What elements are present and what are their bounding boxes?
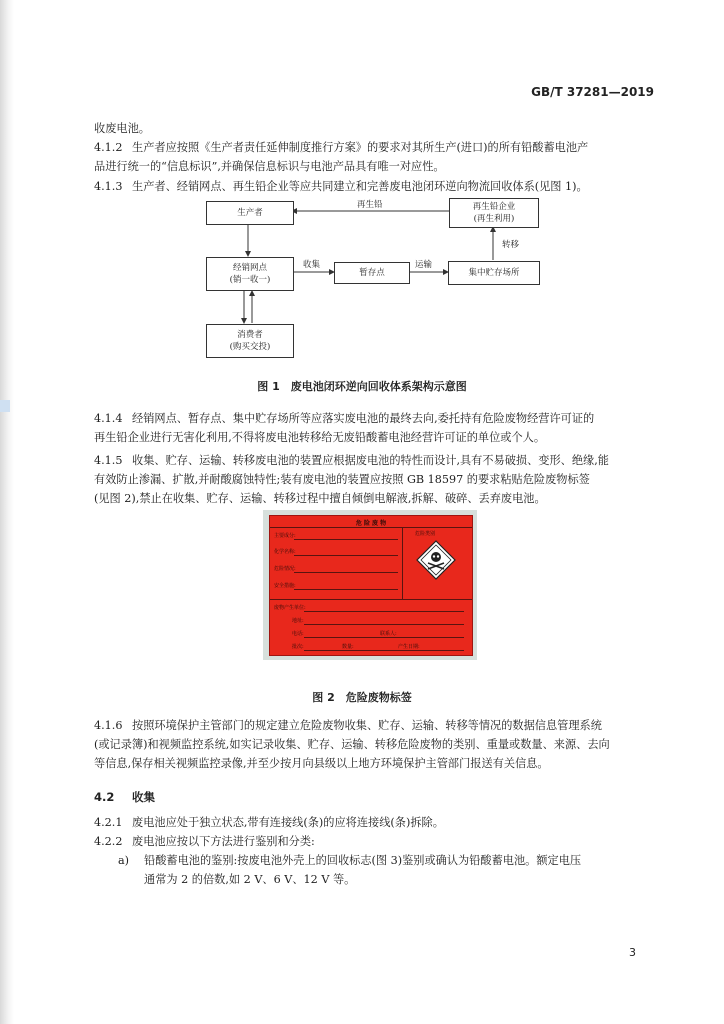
clause-4-2-1 xyxy=(94,813,654,832)
clause-number: 4.1.2 xyxy=(94,141,123,154)
node-label: 集中贮存场所 xyxy=(468,268,520,278)
label-rule xyxy=(294,555,398,556)
hazard-class-label: 危险类别 xyxy=(415,531,436,537)
label-rule xyxy=(304,650,464,651)
label-rule xyxy=(294,572,398,573)
text-line xyxy=(94,451,654,470)
node-central-storage xyxy=(448,261,540,285)
text-line xyxy=(94,832,654,851)
label-rule xyxy=(270,527,472,528)
label-red-area xyxy=(269,515,473,656)
figure-1-caption: 图 1 废电池闭环逆向回收体系架构示意图 xyxy=(257,380,467,393)
figure-2-caption: 图 2 危险废物标签 xyxy=(312,691,412,704)
text-line: (或记录簿)和视频监控系统,如实记录收集、贮存、运输、转移危险废物的类别、重量或数量、来源、去向 xyxy=(94,738,610,751)
field-phone: 电话: xyxy=(292,631,304,637)
clause-text: 生产者应按照《生产者责任延伸制度推行方案》的要求对其所生产(进口)的所有铅酸蓄电池产 xyxy=(132,141,589,154)
clause-number: 4.2.1 xyxy=(94,816,123,829)
text-line: 等信息,保存相关视频监控录像,并至少按月向县级以上地方环境保护主管部门报送有关信息。 xyxy=(94,757,549,770)
node-label: 消费者 xyxy=(237,330,263,340)
clause-4-1-4 xyxy=(94,409,654,447)
label-rule xyxy=(270,599,472,600)
clause-text: 收集、贮存、运输、转移废电池的装置应根据废电池的特性而设计,具有不易破损、变形、绝缘,能 xyxy=(132,454,609,467)
text-line: 品进行统一的“信息标识”,并确保信息标识与电池产品具有唯一对应性。 xyxy=(94,160,445,173)
node-label: 生产者 xyxy=(237,208,263,218)
section-title: 收集 xyxy=(132,790,155,804)
edge-label-transfer: 转移 xyxy=(502,240,520,250)
toxic-skull-icon xyxy=(416,540,456,580)
node-sublabel: (销一收一) xyxy=(229,275,271,285)
clause-4-1-6 xyxy=(94,716,654,773)
field-ingredients: 主要成分: xyxy=(274,533,296,539)
label-rule xyxy=(294,539,398,540)
edge-label-recycled-lead: 再生铅 xyxy=(357,200,383,210)
section-4-2-heading xyxy=(94,789,155,805)
label-rule xyxy=(304,637,464,638)
hazardous-waste-label xyxy=(263,510,477,660)
clause-number: 4.1.6 xyxy=(94,719,123,732)
edge-label-transport: 运输 xyxy=(415,260,433,270)
field-quantity: 数量: xyxy=(342,644,354,650)
node-sublabel: (再生利用) xyxy=(473,214,515,224)
node-recycler xyxy=(449,198,539,228)
field-contact: 联系人: xyxy=(380,631,397,637)
field-producer-unit: 废物产生单位: xyxy=(274,605,306,611)
clause-text: 废电池应处于独立状态,带有连接线(条)的应将连接线(条)拆除。 xyxy=(132,816,444,829)
clause-number: 4.1.3 xyxy=(94,180,123,193)
field-batch: 批次: xyxy=(292,644,304,650)
item-label: a) xyxy=(118,854,130,867)
label-divider xyxy=(402,527,403,599)
node-producer xyxy=(206,201,294,225)
text-line xyxy=(94,716,654,735)
field-safety: 安全措施: xyxy=(274,583,296,589)
node-label: 再生铅企业 xyxy=(472,202,516,212)
text-line: (见图 2),禁止在收集、贮存、运输、转移过程中擅自倾倒电解液,拆解、破碎、丢弃废电池。 xyxy=(94,492,546,505)
node-label: 经销网点 xyxy=(232,263,267,273)
clause-4-1-5 xyxy=(94,451,654,508)
edge-label-collect: 收集 xyxy=(303,260,321,270)
field-hazard: 危险情况: xyxy=(274,566,296,572)
clause-number: 4.1.4 xyxy=(94,412,123,425)
text-line xyxy=(118,851,654,870)
label-rule xyxy=(304,624,464,625)
item-a xyxy=(118,851,654,889)
text-line: 收废电池。 xyxy=(94,122,150,135)
text-line: 有效防止渗漏、扩散,并耐酸腐蚀特性;装有废电池的装置应按照 GB 18597 的要求粘贴危险废物标签 xyxy=(94,473,590,486)
item-text: 铅酸蓄电池的鉴别:按废电池外壳上的回收标志(图 3)鉴别或确认为铅酸蓄电池。额定电压 xyxy=(144,854,582,867)
page-side-mark xyxy=(0,400,10,412)
clause-text: 经销网点、暂存点、集中贮存场所等应落实废电池的最终去向,委托持有危险废物经营许可证的 xyxy=(132,412,595,425)
node-consumer xyxy=(206,324,294,358)
clause-text: 废电池应按以下方法进行鉴别和分类: xyxy=(132,835,315,848)
clause-text: 生产者、经销网点、再生铅企业等应共同建立和完善废电池闭环逆向物流回收体系(见图 1)。 xyxy=(132,180,588,193)
standard-number: GB/T 37281—2019 xyxy=(531,85,654,99)
clause-number: 4.2.2 xyxy=(94,835,123,848)
page-number: 3 xyxy=(629,946,636,959)
text-line: 再生铅企业进行无害化利用,不得将废电池转移给无废铅酸蓄电池经营许可证的单位或个人。 xyxy=(94,431,546,444)
clause-number: 4.1.5 xyxy=(94,454,123,467)
label-rule xyxy=(294,589,398,590)
node-sublabel: (购买交投) xyxy=(229,342,271,352)
label-title: 危 险 废 物 xyxy=(355,520,387,527)
text-line xyxy=(94,409,654,428)
clause-4-2-2 xyxy=(94,832,654,851)
text-line: 通常为 2 的倍数,如 2 V、6 V、12 V 等。 xyxy=(144,873,356,886)
node-dealer xyxy=(206,257,294,291)
text-line xyxy=(94,813,654,832)
node-temp-storage xyxy=(334,262,410,284)
field-chemical-name: 化学名称: xyxy=(274,549,296,555)
label-rule xyxy=(304,611,464,612)
field-address: 地址: xyxy=(292,618,304,624)
section-number: 4.2 xyxy=(94,790,115,804)
clause-text: 按照环境保护主管部门的规定建立危险废物收集、贮存、运输、转移等情况的数据信息管理系统 xyxy=(132,719,602,732)
field-production-date: 产生日期: xyxy=(398,644,420,650)
node-label: 暂存点 xyxy=(359,268,385,278)
